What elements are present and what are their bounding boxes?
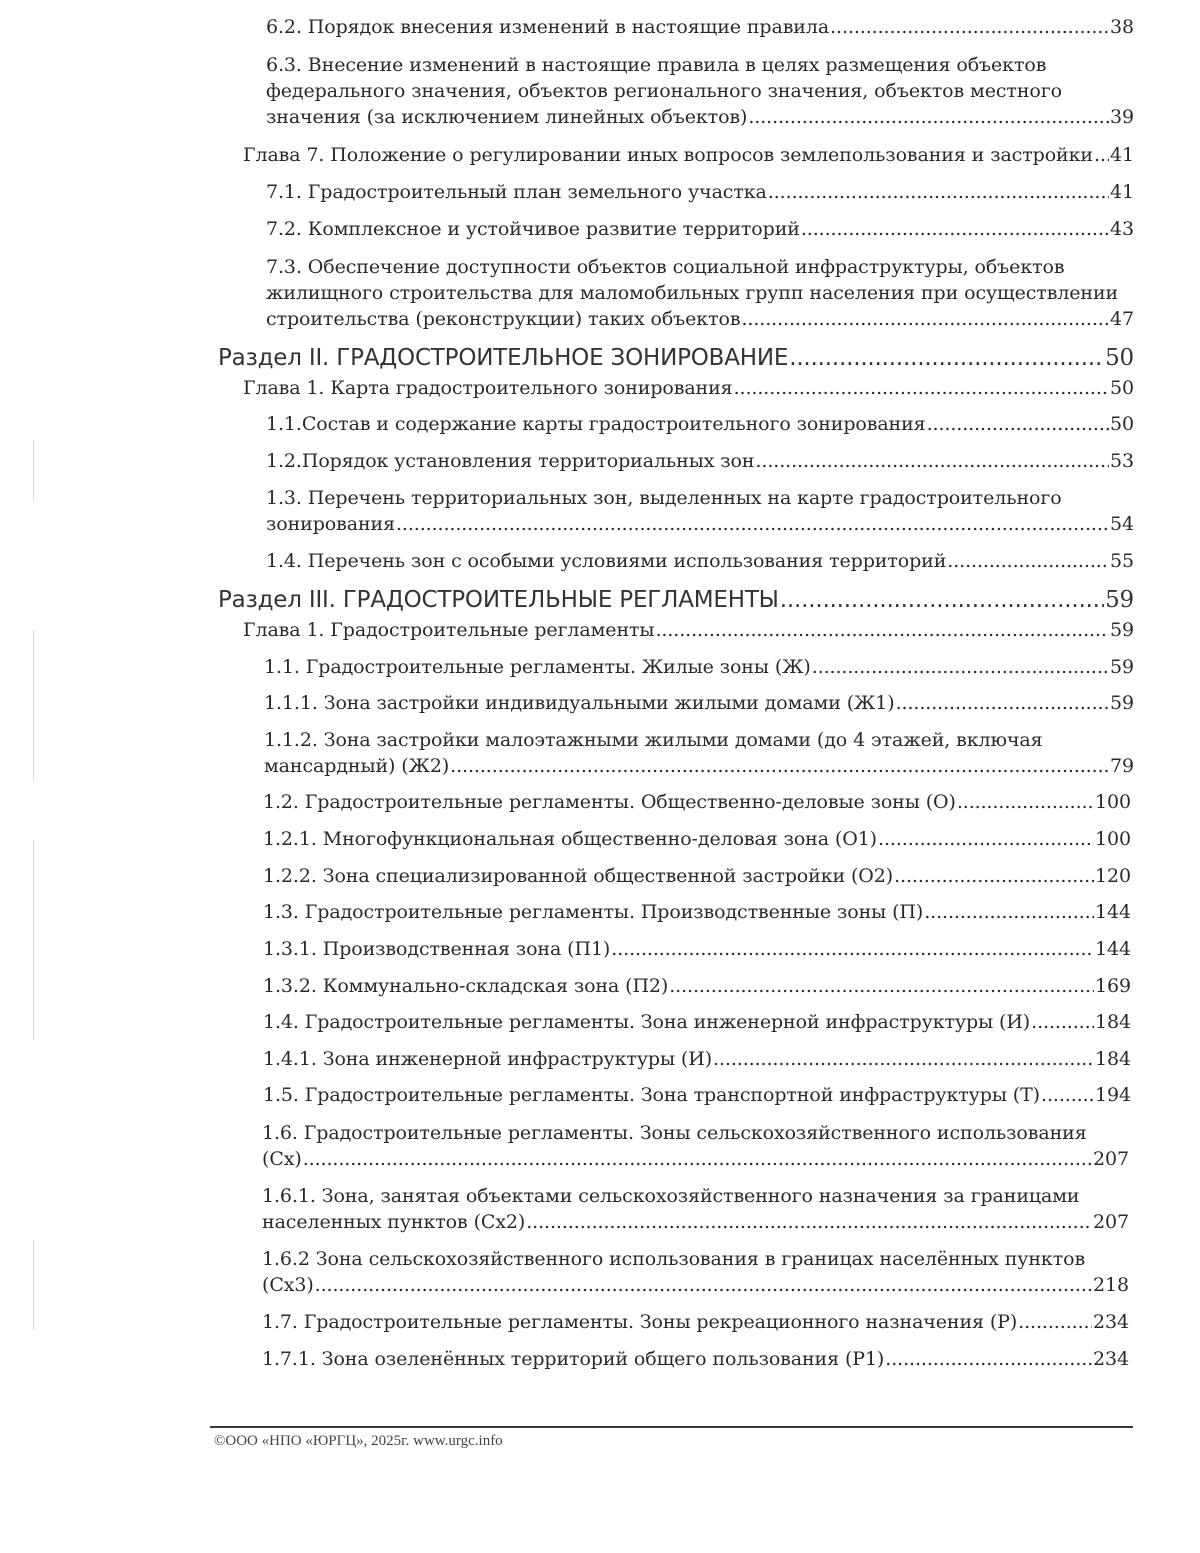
entry-title: значения (за исключением линейных объектов) bbox=[266, 106, 748, 128]
page-number: 59 bbox=[1110, 692, 1134, 714]
page-number: 50 bbox=[1110, 413, 1134, 435]
entry-title: 1.4. Перечень зон с особыми условиями использования территорий bbox=[266, 550, 947, 572]
entry-title: (Сх3) bbox=[262, 1274, 314, 1296]
page-number: 144 bbox=[1095, 901, 1131, 923]
entry-title-line: 7.3. Обеспечение доступности объектов социальной инфраструктуры, объектов bbox=[266, 256, 1065, 278]
toc-entry-chapter-7[interactable] bbox=[243, 142, 1134, 168]
entry-title-line: 1.6.1. Зона, занятая объектами сельскохозяйственного назначения за границами bbox=[262, 1185, 1080, 1207]
page-number: 47 bbox=[1110, 308, 1134, 330]
entry-title: 1.4. Градостроительные регламенты. Зона инженерной инфраструктуры (И) bbox=[263, 1011, 1031, 1033]
page-number: 194 bbox=[1095, 1084, 1131, 1106]
entry-number: 1.2. bbox=[266, 450, 302, 472]
toc-entry-reg-1-1-1[interactable] bbox=[264, 690, 1134, 716]
toc-entry-7-1[interactable] bbox=[266, 179, 1134, 205]
scan-artifact bbox=[33, 1240, 34, 1330]
entry-title-line: жилищного строительства для маломобильных групп населения при осуществлении bbox=[266, 282, 1119, 304]
section-title: Раздел II. ГРАДОСТРОИТЕЛЬНОЕ ЗОНИРОВАНИЕ bbox=[218, 345, 789, 371]
toc-section-2[interactable] bbox=[218, 343, 1134, 373]
page-number: 59 bbox=[1105, 587, 1134, 613]
toc-entry-reg-1-1[interactable] bbox=[264, 654, 1134, 680]
toc-entry-chapter-1-regulations[interactable] bbox=[243, 617, 1134, 643]
toc-entry-reg-1-7-1[interactable] bbox=[262, 1346, 1129, 1372]
scan-artifact bbox=[33, 840, 34, 1040]
entry-title: Глава 1. Карта градостроительного зонирования bbox=[243, 377, 733, 399]
entry-title: строительства (реконструкции) таких объектов bbox=[266, 308, 741, 330]
toc-entry-reg-1-3[interactable] bbox=[263, 899, 1131, 925]
page-number: 41 bbox=[1110, 144, 1134, 166]
toc-entry-reg-1-3-1[interactable] bbox=[263, 936, 1131, 962]
entry-title: 1.3.1. Производственная зона (П1) bbox=[263, 938, 611, 960]
toc-entry-zoning-1-1[interactable] bbox=[266, 411, 1134, 437]
page-number: 144 bbox=[1095, 938, 1131, 960]
page-number: 100 bbox=[1095, 791, 1131, 813]
scan-artifact bbox=[33, 440, 34, 500]
page-number: 54 bbox=[1110, 513, 1134, 535]
page-number: 50 bbox=[1105, 345, 1134, 371]
toc-entry-reg-1-2[interactable] bbox=[263, 789, 1131, 815]
entry-title-line: 1.6. Градостроительные регламенты. Зоны сельскохозяйственного использования bbox=[262, 1122, 1087, 1144]
page-number: 218 bbox=[1093, 1274, 1129, 1296]
page-number: 234 bbox=[1093, 1311, 1129, 1333]
entry-title: Глава 1. Градостроительные регламенты bbox=[243, 619, 655, 641]
page-number: 59 bbox=[1110, 656, 1134, 678]
page-number: 100 bbox=[1095, 828, 1131, 850]
page-number: 169 bbox=[1095, 975, 1131, 997]
page-number: 79 bbox=[1110, 755, 1134, 777]
entry-title-line: федерального значения, объектов регионального значения, объектов местного bbox=[266, 80, 1062, 102]
toc-entry-reg-1-2-1[interactable] bbox=[263, 826, 1131, 852]
page-number: 50 bbox=[1110, 377, 1134, 399]
entry-title: Состав и содержание карты градостроительного зонирования bbox=[301, 413, 926, 435]
toc-entry-reg-1-2-2[interactable] bbox=[263, 863, 1131, 889]
toc-entry-reg-1-7[interactable] bbox=[262, 1309, 1129, 1335]
page-number: 184 bbox=[1095, 1048, 1131, 1070]
page-number: 207 bbox=[1093, 1211, 1129, 1233]
section-title: Раздел III. ГРАДОСТРОИТЕЛЬНЫЕ РЕГЛАМЕНТЫ bbox=[218, 587, 779, 613]
toc-entry-reg-1-4[interactable] bbox=[263, 1009, 1131, 1035]
entry-title: 1.3. Градостроительные регламенты. Производственные зоны (П) bbox=[263, 901, 924, 923]
toc-entry-zoning-1-3[interactable] bbox=[266, 485, 1134, 537]
toc-entry-reg-1-6-2[interactable] bbox=[262, 1246, 1129, 1298]
page-number: 55 bbox=[1110, 550, 1134, 572]
entry-title-line: 1.1.2. Зона застройки малоэтажными жилыми домами (до 4 этажей, включая bbox=[264, 729, 1043, 751]
page-number: 43 bbox=[1110, 218, 1134, 240]
toc-entry-zoning-1-4[interactable] bbox=[266, 548, 1134, 574]
toc-section-3[interactable] bbox=[218, 585, 1134, 615]
entry-title: зонирования bbox=[266, 513, 395, 535]
page-number: 41 bbox=[1110, 181, 1134, 203]
entry-title: 1.7.1. Зона озеленённых территорий общего пользования (Р1) bbox=[262, 1348, 885, 1370]
toc-entry-chapter-1-zoning[interactable] bbox=[243, 375, 1134, 401]
page-number: 59 bbox=[1110, 619, 1134, 641]
page-number: 184 bbox=[1095, 1011, 1131, 1033]
entry-title: 1.3.2. Коммунально-складская зона (П2) bbox=[263, 975, 669, 997]
entry-title: Глава 7. Положение о регулировании иных вопросов землепользования и застройки bbox=[243, 144, 1093, 166]
toc-entry-reg-1-4-1[interactable] bbox=[263, 1046, 1131, 1072]
entry-title: 7.1. Градостроительный план земельного участка bbox=[266, 181, 767, 203]
toc-entry-zoning-1-2[interactable] bbox=[266, 448, 1134, 474]
entry-title-line: 1.6.2 Зона сельскохозяйственного использования в границах населённых пунктов bbox=[262, 1248, 1086, 1270]
entry-title-line: 1.3. Перечень территориальных зон, выделенных на карте градостроительного bbox=[266, 487, 1062, 509]
page-number: 234 bbox=[1093, 1348, 1129, 1370]
toc-entry-reg-1-6[interactable] bbox=[262, 1120, 1129, 1172]
toc-entry-6-2[interactable] bbox=[266, 14, 1134, 40]
scan-artifact bbox=[33, 630, 34, 780]
toc-entry-7-3[interactable] bbox=[266, 254, 1134, 332]
footer-copyright: ©ООО «НПО «ЮРГЦ», 2025г. www.urgc.info bbox=[214, 1433, 503, 1449]
toc-entry-reg-1-3-2[interactable] bbox=[263, 973, 1131, 999]
toc-entry-6-3[interactable] bbox=[266, 52, 1134, 130]
entry-title-line: 6.3. Внесение изменений в настоящие правила в целях размещения объектов bbox=[266, 54, 1047, 76]
entry-title: 1.2. Градостроительные регламенты. Общественно-деловые зоны (О) bbox=[263, 791, 956, 813]
entry-title: 7.2. Комплексное и устойчивое развитие территорий bbox=[266, 218, 800, 240]
page-number: 39 bbox=[1110, 106, 1134, 128]
page-number: 207 bbox=[1093, 1148, 1129, 1170]
entry-number: 1.1. bbox=[266, 413, 302, 435]
toc-entry-reg-1-1-2[interactable] bbox=[264, 727, 1134, 779]
entry-title: 1.7. Градостроительные регламенты. Зоны рекреационного назначения (Р) bbox=[262, 1311, 1018, 1333]
entry-title: (Сх) bbox=[262, 1148, 302, 1170]
entry-title: Порядок установления территориальных зон bbox=[301, 450, 755, 472]
toc-entry-reg-1-6-1[interactable] bbox=[262, 1183, 1129, 1235]
page-number: 120 bbox=[1095, 865, 1131, 887]
entry-title: 6.2. Порядок внесения изменений в настоящие правила bbox=[266, 16, 830, 38]
entry-title: мансардный) (Ж2) bbox=[264, 755, 450, 777]
footer-divider bbox=[210, 1426, 1133, 1428]
page-number: 53 bbox=[1110, 450, 1134, 472]
page-number: 38 bbox=[1110, 16, 1134, 38]
toc-entry-7-2[interactable] bbox=[266, 216, 1134, 242]
entry-title: 1.5. Градостроительные регламенты. Зона транспортной инфраструктуры (Т) bbox=[263, 1084, 1040, 1106]
entry-title: 1.2.1. Многофункциональная общественно-деловая зона (О1) bbox=[263, 828, 877, 850]
entry-title: 1.1.1. Зона застройки индивидуальными жилыми домами (Ж1) bbox=[264, 692, 895, 714]
entry-title: 1.2.2. Зона специализированной общественной застройки (О2) bbox=[263, 865, 894, 887]
toc-entry-reg-1-5[interactable] bbox=[263, 1082, 1131, 1108]
entry-title: 1.1. Градостроительные регламенты. Жилые зоны (Ж) bbox=[264, 656, 811, 678]
entry-title: населенных пунктов (Сх2) bbox=[262, 1211, 526, 1233]
entry-title: 1.4.1. Зона инженерной инфраструктуры (И) bbox=[263, 1048, 713, 1070]
